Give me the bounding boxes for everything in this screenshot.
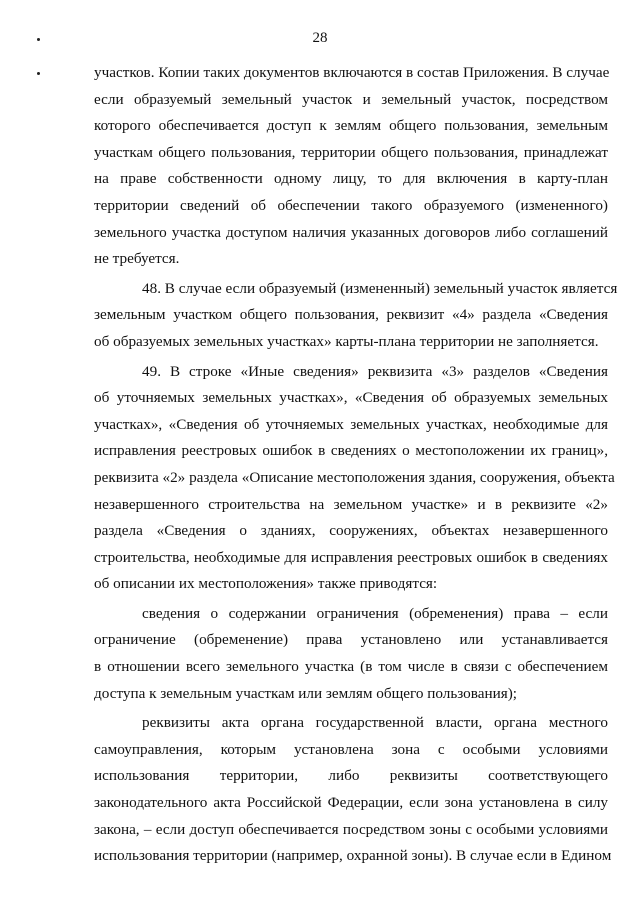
document-body [94,60,618,870]
text-line: сведения о содержании ограничения (обременения) права – если [142,604,608,622]
text-line: исправления реестровых ошибок в сведениях о местоположении их границ», [94,442,608,460]
text-line: об образуемых земельных участках» карты-плана территории не заполняется. [94,332,599,350]
text-line: земельным участком общего пользования, реквизит «4» раздела «Сведения [94,306,608,324]
text-line: 48. В случае если образуемый (измененный) земельный участок является [142,279,618,297]
text-line: участках», «Сведения об уточняемых земельных участках, необходимые для [94,415,608,433]
paragraph [94,601,608,707]
text-line: незавершенного строительства на земельном участке» и в реквизите «2» [94,495,608,513]
text-line: строительства, необходимые для исправления реестровых ошибок в сведениях [94,548,608,566]
text-line: доступа к земельным участкам или землям общего пользования); [94,684,518,702]
paragraph [94,710,612,870]
text-line: использования территории (например, охранной зоны). В случае если в Едином [94,847,612,865]
scan-mark [37,72,40,75]
text-line: об описании их местоположения» также приводятся: [94,575,438,593]
text-line: земельного участка доступом наличия указанных договоров либо соглашений [94,223,608,241]
text-line: закона, – если доступ обеспечивается посредством зоны с особыми условиями [94,820,608,838]
text-line: участков. Копии таких документов включаются в состав Приложения. В случае [94,64,610,81]
text-line: которого обеспечивается доступ к землям общего пользования, земельным [94,117,608,135]
text-line: об уточняемых земельных участках», «Сведения об образуемых земельных [94,389,608,407]
text-line: если образуемый земельный участок и земельный участок, посредством [94,90,608,108]
text-line: самоуправления, которым установлена зона с особыми условиями [94,740,608,758]
text-line: использования территории, либо реквизиты соответствующего [94,767,608,785]
text-line: на праве собственности одному лицу, то для включения в карту-план [94,170,608,188]
paragraph-49 [94,359,615,598]
text-line: законодательного акта Российской Федерации, если зона установлена в силу [94,794,608,812]
paragraph [94,60,608,273]
text-line: участкам общего пользования, территории общего пользования, принадлежат [94,143,608,161]
text-line: ограничение (обременение) права установлено или устанавливается [94,631,608,649]
page-number: 28 [312,30,328,46]
text-line: реквизита «2» раздела «Описание местоположения здания, сооружения, объекта [94,468,615,486]
text-line: раздела «Сведения о зданиях, сооружениях, объектах незавершенного [94,522,608,540]
text-line: не требуется. [94,250,180,268]
text-line: территории сведений об обеспечении такого образуемого (измененного) [94,196,608,214]
text-line: в отношении всего земельного участка (в том числе в связи с обеспечением [94,658,608,676]
text-line: 49. В строке «Иные сведения» реквизита «3» разделов «Сведения [142,362,608,380]
paragraph-48 [94,276,618,356]
scan-mark [37,38,40,41]
text-line: реквизиты акта органа государственной власти, органа местного [142,714,608,732]
